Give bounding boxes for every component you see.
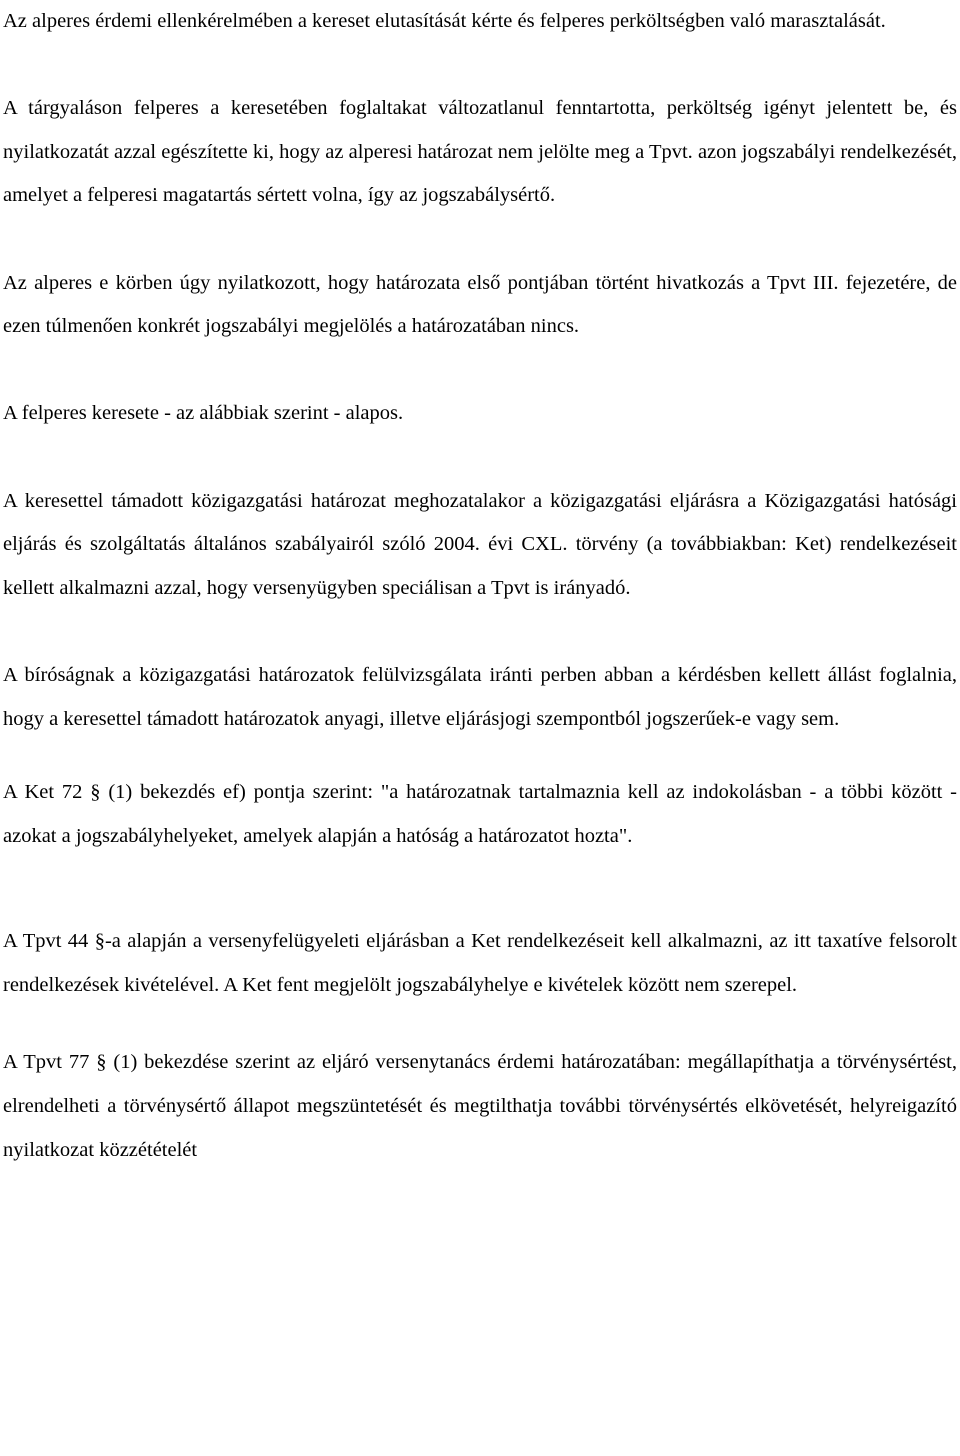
paragraph-7: A Ket 72 § (1) bekezdés ef) pontja szerint: "a határozatnak tartalmaznia kell az indokolásban - a többi között - azokat a jogszabályhelyeket, amelyek alapján a hatóság a határozatot hozta".: [3, 781, 957, 847]
paragraph-gap: [3, 218, 957, 262]
paragraph-6: A bíróságnak a közigazgatási határozatok felülvizsgálata iránti perben abban a kérdésben kellett állást foglalnia, hogy a keresettel támadott határozatok anyagi, illetve eljárásjogi szempontból jogszerűek-e vagy sem.: [3, 663, 957, 730]
paragraph-1: Az alperes érdemi ellenkérelmében a kereset elutasítását kérte és felperes perköltségben való marasztalását.: [3, 10, 886, 32]
paragraph-gap: [3, 436, 957, 480]
paragraph-4: A felperes keresete - az alábbiak szerint - alapos.: [3, 402, 404, 425]
document-page: [3, 0, 957, 1172]
paragraph-gap: [3, 44, 957, 88]
paragraph-3: Az alperes e körben úgy nyilatkozott, hogy határozata első pontjában történt hivatkozás a Tpvt III. fejezetére, de ezen túlmenően konkrét jogszabályi megjelölés a határozatában nincs.: [3, 271, 957, 338]
paragraph-gap: [3, 349, 957, 393]
paragraph-gap: [3, 1007, 957, 1041]
paragraph-9: A Tpvt 77 § (1) bekezdése szerint az eljáró versenytanács érdemi határozatában: megállapíthatja a törvénysértést, elrendelheti a törvénysértő állapot megszüntetését és megtilthatja további törvénysértés elkövetését, helyreigazító nyilatkozat közzétételét: [3, 1051, 957, 1161]
paragraph-2: A tárgyaláson felperes a keresetében foglaltakat változatlanul fenntartotta, perköltség igényt jelentett be, és nyilatkozatát azzal egészítette ki, hogy az alperesi határozat nem jelölte meg a Tpvt. azon jogszabályi rendelkezését, amelyet a felperesi magatartás sértett volna, így az jogszabálysértő.: [3, 97, 957, 207]
paragraph-5: A keresettel támadott közigazgatási határozat meghozatalakor a közigazgatási eljárásra a Közigazgatási hatósági eljárás és szolgáltatás általános szabályairól szóló 2004. évi CXL. törvény (a továbbiakban: Ket) rendelkezéseit kellett alkalmazni azzal, hogy versenyügyben speciálisan a Tpvt is irányadó.: [3, 489, 957, 599]
paragraph-gap: [3, 610, 957, 654]
paragraph-gap: [3, 741, 957, 771]
paragraph-gap: [3, 858, 957, 920]
paragraph-8: A Tpvt 44 §-a alapján a versenyfelügyeleti eljárásban a Ket rendelkezéseit kell alkalmazni, az itt taxatíve felsorolt rendelkezések kivételével. A Ket fent megjelölt jogszabályhelye e kivételek között nem szerepel.: [3, 930, 957, 996]
